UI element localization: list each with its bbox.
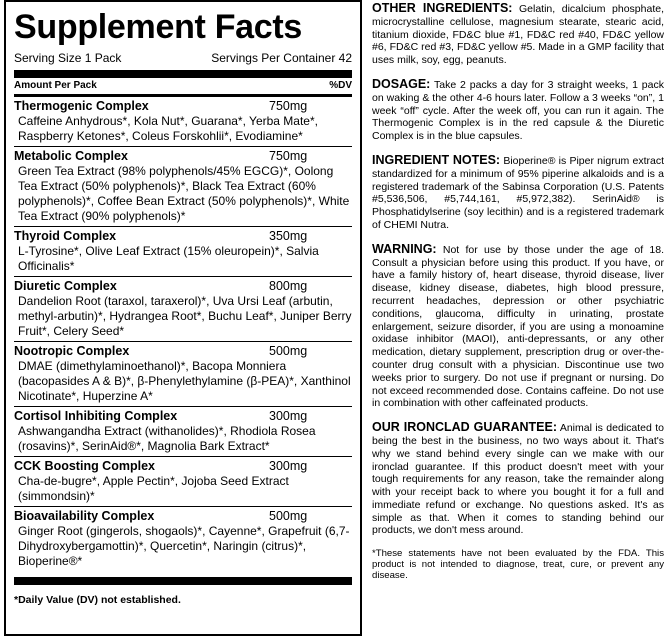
section-heading: DOSAGE: <box>372 76 431 91</box>
complex-row <box>14 277 352 341</box>
serving-row <box>14 50 352 70</box>
complex-row <box>14 227 352 276</box>
complex-list <box>14 97 352 571</box>
section-body: Not for use by those under the age of 18. Consult a physician before using this product. If you have, or have a family history of, heart disease, thyroid disease, liver disease, kidney disease, diabetes, high blood pressure, recurrent headaches, depression or other psychiatric conditions, glaucoma, difficulty in urinating, prostate enlargement, seizure disorder, if you are using a monoamine oxidase inhibitor (MAOI), anti-depressants, or any other medication, dietary supplement, prescription drug or over-the-counter drug consult with a physician. Discontinue use two weeks prior to surgery. Do not use if pregnant or nursing. Do not exceed recommended dose. Contains caffeine. Do not use in combination with other caffeinated products. <box>372 243 664 410</box>
complex-ingredients: Ginger Root (gingerols, shogaols)*, Cayenne*, Grapefruit (6,7-Dihydroxybergamottin)*, Quercetin*, Naringin (citrus)*, Bioperine®* <box>18 524 350 568</box>
dv-footnote: *Daily Value (DV) not established. <box>14 594 181 606</box>
ingredient-notes-section <box>372 154 664 232</box>
complex-name: Metabolic Complex <box>14 149 128 163</box>
complex-name: CCK Boosting Complex <box>14 459 155 473</box>
complex-row <box>14 342 352 406</box>
fda-disclaimer: *These statements have not been evaluated by the FDA. This product is not intended to diagnose, treat, cure, or prevent any disease. <box>372 548 664 582</box>
complex-amount: 300mg <box>269 409 308 423</box>
section-heading: OUR IRONCLAD GUARANTEE: <box>372 420 557 435</box>
warning-section <box>372 243 664 410</box>
section-heading: WARNING: <box>372 241 437 256</box>
amount-per-pack: Amount Per Pack <box>14 80 97 91</box>
complex-ingredients: Dandelion Root (taraxol, taraxerol)*, Uva Ursi Leaf (arbutin, methyl-arbutin)*, Hydrangea Root*, Buchu Leaf*, Juniper Berry Fruit*, Celery Seed* <box>18 294 352 338</box>
complex-ingredients: DMAE (dimethylaminoethanol)*, Bacopa Monniera (bacopasides A & B)*, β-Phenylethylamine (β-PEA)*, Xanthinol Nicotinate*, Huperzine A* <box>18 359 351 403</box>
complex-ingredients: Cha-de-bugre*, Apple Pectin*, Jojoba Seed Extract (simmondsin)* <box>18 474 289 503</box>
complex-ingredients: Caffeine Anhydrous*, Kola Nut*, Guarana*, Yerba Mate*, Raspberry Ketones*, Coleus Forskohlii*, Evodiamine* <box>18 114 318 143</box>
dv-header: %DV <box>329 80 352 91</box>
amount-header-row <box>14 78 352 94</box>
section-body: Gelatin, dicalcium phosphate, microcrystalline cellulose, magnesium stearate, stearic acid, titanium dioxide, FD&C blue #1, FD&C red #40, FD&C yellow #6, FD&C red #3, FD&C yellow #5. Made in a GMP facility that uses milk, soy, egg, peanuts. <box>372 3 665 67</box>
divider-thick <box>14 70 352 78</box>
complex-name: Thermogenic Complex <box>14 99 149 113</box>
complex-amount: 500mg <box>269 509 308 523</box>
dosage-section <box>372 78 664 143</box>
section-body: Bioperine® is Piper nigrum extract standardized for a minimum of 95% piperine alkaloids and is a registered trademark of the Sabinsa Corporation (U.S. Patents #5,536,506, #5,744,161, #5,972,382). SerinAid® is Phosphatidylserine (soy lecithin) and is a registered trademark of CHEMI Nutra. <box>372 154 665 231</box>
complex-amount: 750mg <box>269 149 308 163</box>
complex-row <box>14 147 352 226</box>
complex-amount: 500mg <box>269 344 308 358</box>
label-text-column <box>372 2 664 592</box>
divider-thick-bottom <box>14 577 352 585</box>
servings-per-container: Servings Per Container 42 <box>211 51 352 65</box>
complex-name: Diuretic Complex <box>14 279 117 293</box>
supplement-facts-panel <box>4 0 362 636</box>
complex-amount: 750mg <box>269 99 308 113</box>
complex-ingredients: Green Tea Extract (98% polyphenols/45% EGCG)*, Oolong Tea Extract (50% polyphenols)*, Black Tea Extract (60% polyphenols)*, Coffee Bean Extract (50% polyphenols)*, White Tea Extract (90% polyphenols)* <box>18 164 350 223</box>
complex-row <box>14 407 352 456</box>
complex-ingredients: L-Tyrosine*, Olive Leaf Extract (15% oleuropein)*, Salvia Officinalis* <box>18 244 319 273</box>
complex-amount: 800mg <box>269 279 308 293</box>
section-heading: INGREDIENT NOTES: <box>372 152 501 167</box>
facts-title: Supplement Facts <box>14 8 303 46</box>
section-heading: OTHER INGREDIENTS: <box>372 1 513 15</box>
complex-name: Cortisol Inhibiting Complex <box>14 409 178 423</box>
complex-amount: 350mg <box>269 229 308 243</box>
complex-amount: 300mg <box>269 459 308 473</box>
complex-row <box>14 507 352 571</box>
guarantee-section <box>372 421 664 537</box>
complex-row <box>14 457 352 506</box>
serving-size: Serving Size 1 Pack <box>14 51 122 65</box>
complex-row <box>14 97 352 146</box>
other-ingredients-section <box>372 2 664 67</box>
complex-ingredients: Ashwangandha Extract (withanolides)*, Rhodiola Rosea (rosavins)*, SerinAid®*, Magnolia Bark Extract* <box>18 424 316 453</box>
complex-name: Nootropic Complex <box>14 344 130 358</box>
section-body: Animal is dedicated to being the best in the business, no two ways about it. That's why we stand behind every single can we make with our ironclad guarantee. If this product doesn't meet with your tough requirements for any reason, take the remainder along with your receipt back to where you bought it for a full and immediate refund or exchange. No questions asked. It's as simple as that. When it comes to standing behind our products, we don't mess around. <box>372 422 664 537</box>
complex-name: Bioavailability Complex <box>14 509 155 523</box>
complex-name: Thyroid Complex <box>14 229 117 243</box>
section-body: Take 2 packs a day for 3 straight weeks, 1 pack on waking & the other 4-6 hours later. Follow a 3 weeks “on”, 1 week “off” cycle. After the week off, you can run it again. The Thermogenic Complex is in the red capsule & the Diuretic Complex is in the blue capsules. <box>372 78 664 143</box>
